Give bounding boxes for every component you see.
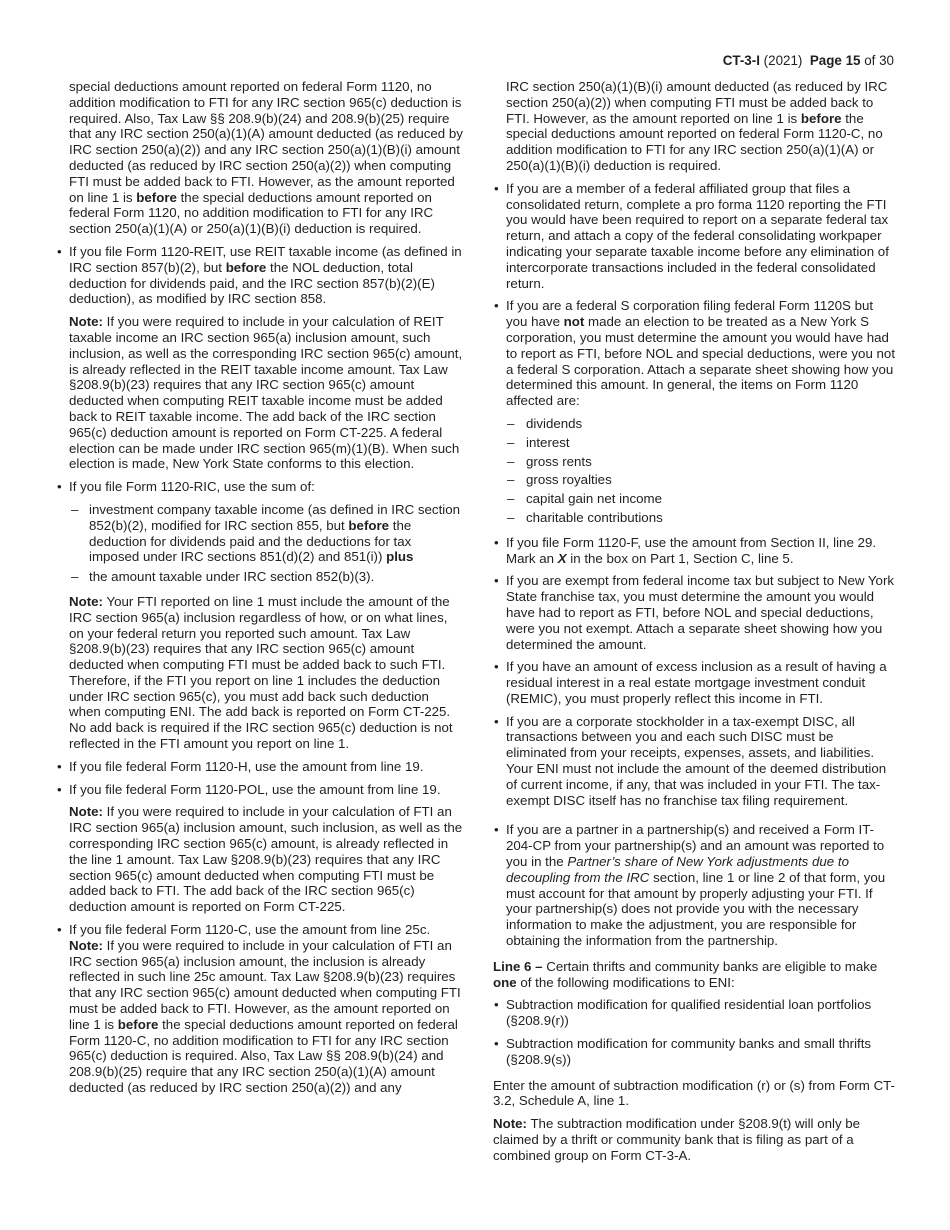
bullet-exempt: • If you are exempt from federal income tax but subject to New York State franchise tax, you must determine the amount you would have had to report as FTI, before NOL and special deductions, were you not exempt. Attach a separate sheet showing how you determined the amount. [493, 573, 897, 652]
note-208-9t: Note: The subtraction modification under §208.9(t) will only be claimed by a thrift or community bank that is filing as part of a combined group on Form CT-3-A. [493, 1116, 861, 1163]
note-pol: Note: If you were required to include in your calculation of FTI an IRC section 965(a) inclusion amount, such inclusion, as well as the corresponding IRC section 965(c) amount, is already reflected in the line 1 amount. Tax Law §208.9(b)(23) requires that any IRC section 965(c) amount deducted when computing FTI must be added back to FTI. The add back of the IRC section 965(c) deduction amount is reported on Form CT-225. [69, 804, 463, 915]
note-reit: Note: If you were required to include in your calculation of REIT taxable income an IRC section 965(a) inclusion amount, such inclusion, as well as the corresponding IRC section 965(c) amount, is already reflected in the REIT taxable income amount. Tax Law §208.9(b)(23) requires that any IRC section 965(c) amount deducted when computing REIT taxable income must be added back to REIT taxable income. The add back of the IRC section 965(c) deduction amount is reported on Form CT-225. A federal election can be made under IRC section 965(m)(1)(B). When such election is made, New York State conforms to this election. [69, 314, 463, 472]
paragraph-continued-right: IRC section 250(a)(1)(B)(i) amount deducted (as reduced by IRC section 250(a)(2)) when computing FTI must be added back to FTI. However, as the amount reported on line 1 is before the special deductions amount reported on federal Form 1120-C, no addition modification to FTI for any IRC section 250(a)(1)(A) or 250(a)(1)(B)(i) deduction is required. [506, 79, 888, 173]
list-item: – gross royalties [493, 472, 897, 488]
list-item: – gross rents [493, 454, 897, 470]
form-year: (2021) [763, 53, 803, 68]
enter-instruction: Enter the amount of subtraction modification (r) or (s) from Form CT-3.2, Schedule A, line 1. [493, 1077, 895, 1109]
list-item: – interest [493, 435, 897, 451]
bullet-disc: • If you are a corporate stockholder in a tax-exempt DISC, all transactions between you and each such DISC must be eliminated from your receipts, expenses, assets, and liabilities. Your ENI must not include the amount of the deemed distribution of current income, if any, that was included in your FTI. The tax-exempt DISC itself has no franchise tax filing requirement. [493, 714, 897, 809]
paragraph-continued: special deductions amount reported on federal Form 1120, no addition modification to FTI for any IRC section 965(c) deduction is required. Also, Tax Law §§ 208.9(b)(24) and 208.9(b)(25) require that any IRC section 250(a)(1)(A) amount deducted (as reduced by IRC section 250(a)(2)) and any IRC section 250(a)(1)(B)(i) amount deducted (as reduced by IRC section 250(a)(2)) when computing FTI must be added back to FTI. However, as the amount reported on line 1 is before the special deductions amount reported on federal Form 1120, no addition modification to FTI for any IRC section 250(a)(1)(A) or 250(a)(1)(B)(i) deduction is required. [69, 79, 463, 237]
bullet-reit: • If you file Form 1120-REIT, use REIT taxable income (as defined in IRC section 857(b)(2), but before the NOL deduction, total deduction for dividends paid, and the IRC section 857(b)(2)(E) deduction), as modified by IRC section 858. [56, 244, 464, 307]
page-total: of 30 [864, 53, 894, 68]
bullet-remic: • If you have an amount of excess inclusion as a result of having a residual interest in a real estate mortgage investment conduit (REMIC), you must properly reflect this income in FTI. [493, 659, 897, 706]
dash-ric-2: – the amount taxable under IRC section 852(b)(3). [56, 569, 464, 585]
line6-heading: Line 6 – Certain thrifts and community banks are eligible to make one of the following modifications to ENI: [493, 958, 878, 990]
bullet-scorp: • If you are a federal S corporation filing federal Form 1120S but you have not made an election to be treated as a New York S corporation, you must determine the amount you would have had to report as FTI, before NOL and special deductions, were you not a federal S corporation. Attach a separate sheet showing how you determined this amount. In general, the items on Form 1120 affected are: [493, 298, 897, 409]
page-number: Page 15 [809, 53, 861, 68]
bullet-1120c: • If you file federal Form 1120-C, use the amount from line 25c. [56, 922, 464, 938]
right-column [493, 79, 897, 1171]
form-id: CT-3-I [722, 53, 760, 68]
bullet-affiliated: • If you are a member of a federal affiliated group that files a consolidated return, complete a pro forma 1120 reporting the FTI you would have been required to report on a separate federal tax return, and attach a copy of the federal consolidating workpaper indicating your separate taxable income before any elimination of intercorporate transactions included in the federal consolidated return. [493, 181, 897, 292]
list-item: – capital gain net income [493, 491, 897, 507]
bullet-1120f: • If you file Form 1120-F, use the amount from Section II, line 29. Mark an X in the box on Part 1, Section C, line 5. [493, 535, 897, 567]
note-1120c: Note: If you were required to include in your calculation of FTI an IRC section 965(a) inclusion amount, the inclusion is already reflected in such line 25c amount. Tax Law §208.9(b)(23) requires that any IRC section 965(c) amount deducted when computing FTI must be added back to FTI. However, as the amount reported on line 1 is before the special deductions amount reported on federal Form 1120-C, no addition modification to FTI for any IRC section 965(c) deduction is required. Also, Tax Law §§ 208.9(b)(24) and 208.9(b)(25) require that any IRC section 250(a)(1)(A) amount deducted (as reduced by IRC section 250(a)(2)) and any [69, 937, 461, 1096]
bullet-partner: • If you are a partner in a partnership(s) and received a Form IT-204-CP from your partnership(s) and an amount was reported to you in the Partner’s share of New York adjustments due to decoupling from the IRC section, line 1 or line 2 of that form, you must account for that amount by properly adjusting your FTI. If your partnership(s) does not provide you with the necessary information to make the adjustment, you are responsible for obtaining the information from the partnership. [493, 822, 897, 948]
list-item: – charitable contributions [493, 510, 897, 526]
bullet-mod-s: • Subtraction modification for community banks and small thrifts (§208.9(s)) [493, 1036, 897, 1068]
note-ric: Note: Your FTI reported on line 1 must include the amount of the IRC section 965(a) inclusion regardless of how, or on what lines, on your federal return you reported such amount. Tax Law §208.9(b)(23) requires that any IRC section 965(c) amount deducted when computing FTI must be added back to such FTI. Therefore, if the FTI you report on line 1 includes the deduction under IRC section 965(c), you must add back such deduction when computing ENI. The add back is reported on Form CT-225. No add back is required if the IRC section 965(c) deduction is not reflected in the FTI amount you report on line 1. [69, 593, 453, 752]
dash-ric-1: – investment company taxable income (as defined in IRC section 852(b)(2), modified for IRC section 855, but before the deduction for dividends paid and the deductions for tax imposed under IRC sections 851(d)(2) and 851(i)) plus [56, 502, 464, 565]
bullet-1120h: • If you file federal Form 1120-H, use the amount from line 19. [56, 759, 464, 775]
bullet-1120pol: • If you file federal Form 1120-POL, use the amount from line 19. [56, 782, 464, 798]
list-item: – dividends [493, 416, 897, 432]
left-column [56, 79, 464, 1103]
bullet-mod-r: • Subtraction modification for qualified residential loan portfolios (§208.9(r)) [493, 997, 897, 1029]
page-header [723, 52, 894, 70]
bullet-ric: • If you file Form 1120-RIC, use the sum of: [56, 479, 464, 495]
